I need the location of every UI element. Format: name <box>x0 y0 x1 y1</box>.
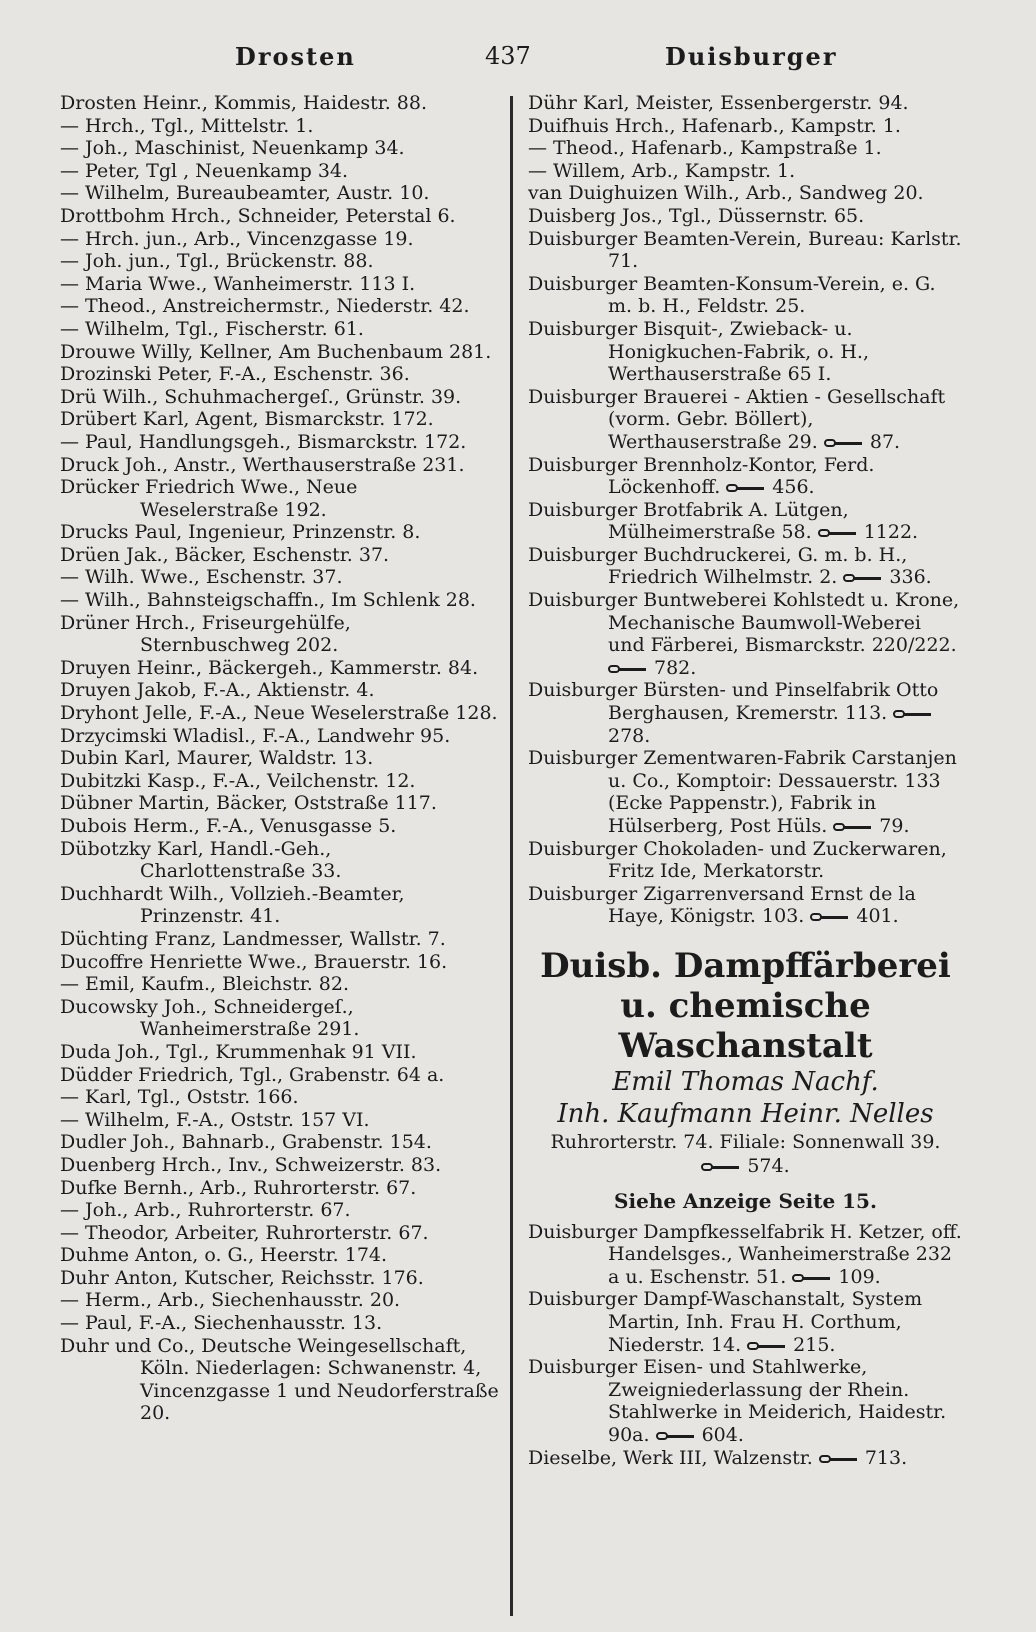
directory-entry: — Peter, Tgl , Neuenkamp 34. <box>60 159 349 182</box>
right-column-bottom-entries <box>528 1221 963 1470</box>
entry-text: Duifhuis Hrch., Hafenarb., Kampstr. 1. <box>528 114 901 137</box>
telephone-number: 336. <box>889 566 932 589</box>
directory-entry: Ducoffre Henriette Wwe., Brauerstr. 16. <box>60 950 448 973</box>
telephone-number: 401. <box>856 905 899 928</box>
directory-entry: Drüner Hrch., Friseurgehülfe, Sternbuschweg 202. <box>60 611 351 657</box>
directory-entry <box>528 747 963 837</box>
directory-entry: Drucks Paul, Ingenieur, Prinzenstr. 8. <box>60 521 421 544</box>
directory-entry: Duhr Anton, Kutscher, Reichsstr. 176. <box>60 1266 424 1289</box>
directory-entry <box>528 92 963 115</box>
directory-entry: Drouwe Willy, Kellner, Am Buchenbaum 281. <box>60 340 492 363</box>
directory-entry <box>528 454 963 499</box>
directory-entry: Duenberg Hrch., Inv., Schweizerstr. 83. <box>60 1153 442 1176</box>
telephone-icon <box>608 664 648 674</box>
entry-text: Duisburger Brauerei - Aktien - Gesellschaft (vorm. Gebr. Böllert), Werthauserstraße 29. <box>528 385 946 453</box>
entry-text: Duisburger Beamten-Verein, Bureau: Karlstr. 71. <box>528 227 962 273</box>
entry-text: van Duighuizen Wilh., Arb., Sandweg 20. <box>528 182 924 205</box>
directory-entry <box>528 228 963 273</box>
directory-entry: — Joh., Maschinist, Neuenkamp 34. <box>60 137 405 160</box>
entry-text: Duisburger Dampfkesselfabrik H. Ketzer, off. Handelsges., Wanheimerstraße 232 a u. Eschenstr. 51. <box>528 1220 962 1288</box>
entry-text: Duisberg Jos., Tgl., Düssernstr. 65. <box>528 204 865 227</box>
directory-entry: — Herm., Arb., Siechenhausstr. 20. <box>60 1289 401 1312</box>
entry-text: Dieselbe, Werk III, Walzenstr. <box>528 1446 813 1469</box>
entry-text: Duisburger Eisen- und Stahlwerke, Zweigniederlassung der Rhein. Stahlwerke in Meiderich, Haidestr. 90a. <box>528 1356 947 1446</box>
telephone-icon <box>843 573 883 583</box>
ad-telephone-number: 574. <box>747 1154 790 1177</box>
directory-entry <box>528 115 963 138</box>
directory-entry: — Hrch. jun., Arb., Vincenzgasse 19. <box>60 227 414 250</box>
directory-entry: Dudler Joh., Bahnarb., Grabenstr. 154. <box>60 1131 432 1154</box>
directory-entry: Dübner Martin, Bäcker, Oststraße 117. <box>60 792 437 815</box>
directory-entry: Düdder Friedrich, Tgl., Grabenstr. 64 a. <box>60 1063 445 1086</box>
entry-text: Duisburger Brotfabrik A. Lütgen, Mülheimerstraße 58. <box>528 498 849 544</box>
directory-entry: Düchting Franz, Landmesser, Wallstr. 7. <box>60 927 446 950</box>
directory-entry: — Wilh. Wwe., Eschenstr. 37. <box>60 566 343 589</box>
directory-entry <box>528 1447 963 1470</box>
telephone-icon <box>726 483 766 493</box>
telephone-number: 87. <box>869 430 901 453</box>
telephone-number: 456. <box>772 476 815 499</box>
telephone-icon <box>824 438 864 448</box>
directory-entry: — Joh. jun., Tgl., Brückenstr. 88. <box>60 250 374 273</box>
entry-text: Duisburger Beamten-Konsum-Verein, e. G. m. b. H., Feldstr. 25. <box>528 272 936 318</box>
ad-see-reference: Siehe Anzeige Seite 15. <box>614 1188 877 1213</box>
telephone-number: 215. <box>793 1333 836 1356</box>
header-right-keyword: Duisburger <box>665 42 838 71</box>
directory-entry: Dubin Karl, Maurer, Waldstr. 13. <box>60 747 374 770</box>
ad-title-line2: u. chemische Waschanstalt <box>618 985 873 1066</box>
telephone-number: 1122. <box>863 521 919 544</box>
directory-entry: Drübert Karl, Agent, Bismarckstr. 172. <box>60 408 434 431</box>
telephone-number: 713. <box>864 1446 908 1469</box>
entry-text: Duisburger Bürsten- und Pinselfabrik Otto Berghausen, Kremerstr. 113. <box>528 679 939 725</box>
directory-entry: — Theod., Anstreichermstr., Niederstr. 42. <box>60 295 470 318</box>
directory-entry: Dubois Herm., F.-A., Venusgasse 5. <box>60 815 397 837</box>
entry-text: Dühr Karl, Meister, Essenbergerstr. 94. <box>528 92 909 114</box>
directory-entry: — Karl, Tgl., Oststr. 166. <box>60 1086 299 1109</box>
directory-entry: — Wilhelm, F.-A., Oststr. 157 VI. <box>60 1108 370 1131</box>
directory-entry: Duhme Anton, o. G., Heerstr. 174. <box>60 1244 388 1267</box>
column-divider <box>510 96 513 1616</box>
entry-text: Duisburger Chokoladen- und Zuckerwaren, Fritz Ide, Merkatorstr. <box>528 837 947 883</box>
directory-entry: — Wilhelm, Tgl., Fischerstr. 61. <box>60 317 364 340</box>
directory-entry <box>528 205 963 228</box>
directory-entry <box>528 318 963 386</box>
ad-address: Ruhrorterstr. 74. Filiale: Sonnenwall 39. <box>550 1130 941 1153</box>
telephone-number: 782. <box>654 656 697 679</box>
page-number: 437 <box>485 42 531 70</box>
directory-entry: — Wilhelm, Bureaubeamter, Austr. 10. <box>60 182 430 205</box>
telephone-icon <box>792 1273 832 1283</box>
entry-text: Duisburger Zementwaren-Fabrik Carstanjen u. Co., Komptoir: Dessauerstr. 133 (Ecke Pappenstr.), Fabrik in Hülserberg, Post Hüls. <box>528 747 957 837</box>
directory-entry <box>528 679 963 747</box>
telephone-icon <box>819 1454 859 1464</box>
directory-entry: Dübotzky Karl, Handl.-Geh., Charlottenstraße 33. <box>60 837 342 883</box>
telephone-icon <box>701 1162 741 1172</box>
telephone-icon <box>818 528 858 538</box>
telephone-icon <box>810 912 850 922</box>
directory-entry <box>528 544 963 589</box>
directory-entry: Dufke Bernh., Arb., Ruhrorterstr. 67. <box>60 1176 417 1199</box>
directory-entry: Dryhont Jelle, F.-A., Neue Weselerstraße 128. <box>60 702 498 725</box>
directory-entry <box>528 182 963 205</box>
directory-entry: Duchhardt Wilh., Vollzieh.-Beamter, Prinzenstr. 41. <box>60 882 405 928</box>
directory-entry: Drüen Jak., Bäcker, Eschenstr. 37. <box>60 543 390 566</box>
entry-text: Duisburger Bisquit-, Zwieback- u. Honigkuchen-Fabrik, o. H., Werthauserstraße 65 I. <box>528 317 869 386</box>
directory-entry: Drosten Heinr., Kommis, Haidestr. 88. <box>60 92 428 114</box>
directory-entry: — Paul, F.-A., Siechenhausstr. 13. <box>60 1312 383 1335</box>
directory-entry <box>528 883 963 928</box>
left-column <box>60 92 500 1425</box>
directory-entry: Druyen Heinr., Bäckergeh., Kammerstr. 84. <box>60 656 479 679</box>
directory-entry <box>528 499 963 544</box>
directory-entry <box>528 1356 963 1446</box>
entry-text: — Theod., Hafenarb., Kampstraße 1. <box>528 137 882 160</box>
directory-entry <box>528 838 963 883</box>
directory-entry <box>528 1288 963 1356</box>
telephone-icon <box>656 1431 696 1441</box>
entry-text: Duisburger Zigarrenversand Ernst de la Haye, Königstr. 103. <box>528 882 916 928</box>
directory-entry: — Theodor, Arbeiter, Ruhrorterstr. 67. <box>60 1221 429 1244</box>
directory-entry: — Wilh., Bahnsteigschaffn., Im Schlenk 28. <box>60 589 476 612</box>
directory-entry: Drottbohm Hrch., Schneider, Peterstal 6. <box>60 204 456 227</box>
header-left-keyword: Drosten <box>235 42 356 71</box>
right-column <box>528 92 963 1469</box>
directory-entry <box>528 589 963 679</box>
directory-entry: — Hrch., Tgl., Mittelstr. 1. <box>60 114 314 137</box>
ad-telephone <box>528 1154 963 1178</box>
telephone-icon <box>833 822 873 832</box>
entry-text: Duisburger Brennholz-Kontor, Ferd. Löckenhoff. <box>528 453 875 499</box>
telephone-icon <box>893 709 933 719</box>
ad-sub-line2: Inh. Kaufmann Heinr. Nelles <box>557 1098 934 1129</box>
directory-entry: Duhr und Co., Deutsche Weingesellschaft, Köln. Niederlagen: Schwanenstr. 4, Vincenzgasse 1 und Neudorferstraße 20. <box>60 1334 499 1425</box>
directory-entry: — Joh., Arb., Ruhrorterstr. 67. <box>60 1199 351 1222</box>
advertisement <box>528 946 963 1213</box>
ad-title-line1: Duisb. Dampffärberei <box>540 945 951 986</box>
telephone-number: 604. <box>701 1423 744 1446</box>
directory-entry: — Maria Wwe., Wanheimerstr. 113 I. <box>60 272 416 295</box>
entry-text: Duisburger Buntweberei Kohlstedt u. Krone, Mechanische Baumwoll-Weberei und Färberei, Bismarckstr. 220/222. <box>528 589 960 657</box>
directory-entry <box>528 160 963 183</box>
directory-entry: Drzycimski Wladisl., F.-A., Landwehr 95. <box>60 724 451 747</box>
directory-entry: Druyen Jakob, F.-A., Aktienstr. 4. <box>60 679 375 702</box>
telephone-icon <box>747 1341 787 1351</box>
telephone-number: 109. <box>838 1265 881 1288</box>
directory-entry: Drücker Friedrich Wwe., Neue Weselerstraße 192. <box>60 476 358 521</box>
directory-entry: Ducowsky Joh., Schneidergeſ., Wanheimerstraße 291. <box>60 995 360 1041</box>
directory-entry: — Emil, Kaufm., Bleichstr. 82. <box>60 973 349 996</box>
directory-entry: Druck Joh., Anstr., Werthauserstraße 231. <box>60 453 465 476</box>
directory-entry: Drozinski Peter, F.-A., Eschenstr. 36. <box>60 363 410 386</box>
entry-text: — Willem, Arb., Kampstr. 1. <box>528 159 796 182</box>
directory-entry: — Paul, Handlungsgeh., Bismarckstr. 172. <box>60 430 467 453</box>
directory-entry: Duda Joh., Tgl., Krummenhak 91 VII. <box>60 1040 417 1063</box>
telephone-number: 278. <box>608 724 651 747</box>
telephone-number: 79. <box>879 815 910 837</box>
ad-sub-line1: Emil Thomas Nachf. <box>612 1066 879 1097</box>
right-column-top-entries <box>528 92 963 928</box>
directory-entry <box>528 137 963 160</box>
directory-entry <box>528 386 963 454</box>
directory-entry <box>528 1221 963 1289</box>
directory-entry <box>528 273 963 318</box>
entry-text: Duisburger Buchdruckerei, G. m. b. H., Friedrich Wilhelmstr. 2. <box>528 543 908 589</box>
entry-text: Duisburger Dampf-Waschanstalt, System Martin, Inh. Frau H. Corthum, Niederstr. 14. <box>528 1288 923 1356</box>
directory-entry: Drü Wilh., Schuhmachergeſ., Grünstr. 39. <box>60 385 462 408</box>
directory-entry: Dubitzki Kasp., F.-A., Veilchenstr. 12. <box>60 769 416 792</box>
